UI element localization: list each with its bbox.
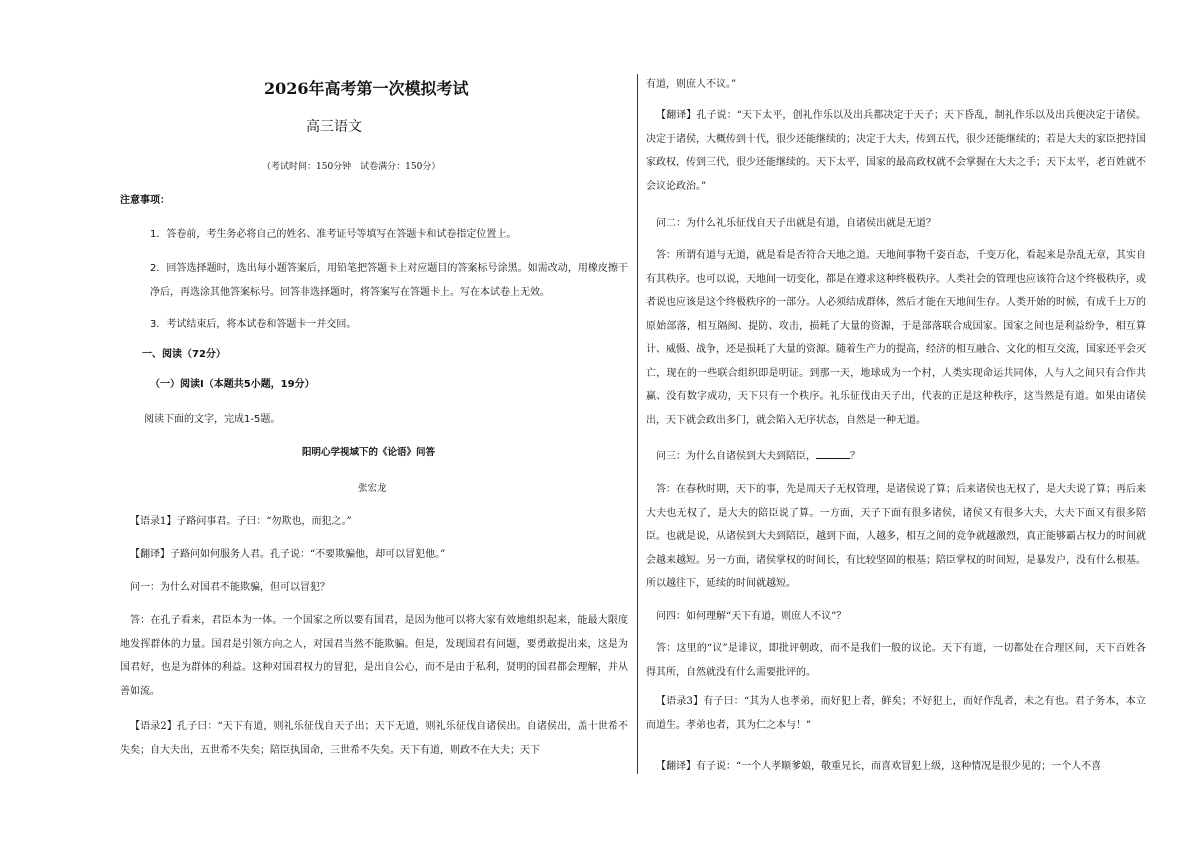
translation-2: 【翻译】孔子说：“天下太平，创礼作乐以及出兵都决定于天子；天下昏乱，制礼作乐以及出兵便决定于诸侯。决定于诸侯，大概传到十代，很少还能继续的；决定于大夫，传到五代，很少还能继续的；若是大夫的家臣把持国家政权，传到三代，很少还能继续的。天下太平，国家的最高政权就不会掌握在大夫之手；天下太平，老百姓就不会议论政治。” <box>646 110 1146 192</box>
answer-blank <box>816 449 850 459</box>
notice-item-2: 2．回答选择题时，选出每小题答案后，用铅笔把答题卡上对应题目的答案标号涂黑。如需改动，用橡皮擦干净后，再选涂其他答案标号。回答非选择题时，将答案写在答题卡上。写在本试卷上无效。 <box>150 263 628 298</box>
question-1: 问一：为什么对国君不能欺骗，但可以冒犯？ <box>130 582 330 593</box>
article-title: 阳明心学视域下的《论语》问答 <box>302 447 436 458</box>
exam-title: 2026年高考第一次模拟考试 <box>264 79 469 98</box>
translation-1: 【翻译】子路问如何服务人君。孔子说：“不要欺骗他，却可以冒犯他。” <box>130 549 446 560</box>
question-3-text: 问三：为什么自诸侯到大夫到陪臣， <box>656 451 816 462</box>
exam-subject: 高三语文 <box>306 119 362 135</box>
section-title: 一、阅读（72分） <box>142 349 226 360</box>
question-3 <box>656 449 860 464</box>
quote-1: 【语录1】子路问事君。子曰：“勿欺也，而犯之。” <box>130 516 352 527</box>
question-4: 问四：如何理解“天下有道，则庶人不议”？ <box>656 611 847 622</box>
quote-2-continued: 有道，则庶人不议。” <box>646 79 737 90</box>
quote-3: 【语录3】有子曰：“其为人也孝弟，而好犯上者，鲜矣；不好犯上，而好作乱者，未之有也。君子务本，本立而道生。孝弟也者，其为仁之本与！” <box>646 696 1146 731</box>
column-divider <box>637 74 638 774</box>
translation-3: 【翻译】有子说：“一个人孝顺爹娘，敬重兄长，而喜欢冒犯上级，这种情况是很少见的；一个人不喜 <box>656 761 1102 772</box>
answer-3: 答：在春秋时期，天下的事，先是周天子无权管理，是诸侯说了算；后来诸侯也无权了，是大夫说了算；再后来大夫也无权了，是大夫的陪臣说了算。一方面，天子下面有很多诸侯，诸侯又有很多大夫，大夫下面又有很多陪臣。也就是说，从诸侯到大夫到陪臣，越到下面，人越多，相互之间的竞争就越激烈，真正能够霸占权力的时间就会越来越短。另一方面，诸侯掌权的时间长，有比较坚固的根基；陪臣掌权的时间短，是暴发户，没有什么根基。所以越往下，延续的时间就越短。 <box>646 484 1146 589</box>
notice-item-3: 3．考试结束后，将本试卷和答题卡一并交回。 <box>150 319 357 330</box>
notice-heading: 注意事项： <box>120 195 170 206</box>
question-3-mark: ？ <box>850 451 860 462</box>
question-2: 问二：为什么礼乐征伐自天子出就是有道，自诸侯出就是无道？ <box>656 218 936 229</box>
answer-4: 答：这里的“议”是诽议，即批评朝政，而不是我们一般的议论。天下有道，一切都处在合理区间，天下百姓各得其所，自然就没有什么需要批评的。 <box>646 643 1146 678</box>
exam-time-info: （考试时间：150分钟 试卷满分：150分） <box>262 162 441 172</box>
answer-2: 答：所谓有道与无道，就是看是否符合天地之道。天地间事物千姿百态，千变万化，看起来是杂乱无章，其实自有其秩序。也可以说，天地间一切变化，都是在遵求这种终极秩序。人类社会的管理也应该符合这个终极秩序，或者说也应该是这个终极秩序的一部分。人必须结成群体，然后才能在天地间生存。人类开始的时候，有成千上万的原始部落，相互隔阂、提防、攻击，损耗了大量的资源，于是部落联合成国家。国家之间也是利益纷争，相互算计、威慑、战争，还是损耗了大量的资源。随着生产力的提高，经济的相互融合、文化的相互交流，国家还平会灭亡，现在的一些联合组织即是明证。到那一天，地球成为一个村，人类实现命运共同体，人与人之间只有合作共赢、没有数字成功，天下只有一个秩序。礼乐征伐由天子出，代表的正是这种秩序，这当然是有道。如果由诸侯出，天下就会政出多门，就会陷入无序状态，自然是一种无道。 <box>646 250 1146 426</box>
quote-2: 【语录2】孔子曰：“天下有道，则礼乐征伐自天子出；天下无道，则礼乐征伐自诸侯出。自诸侯出，盖十世希不失矣；自大夫出，五世希不失矣；陪臣执国命，三世希不失矣。天下有道，则政不在大夫；天下 <box>120 721 628 756</box>
article-author: 张宏龙 <box>358 483 387 494</box>
answer-1: 答：在孔子看来，君臣本为一体。一个国家之所以要有国君，是因为他可以将大家有效地组织起来，能最大限度地发挥群体的力量。国君是引领方向之人，对国君当然不能欺骗。但是，发现国君有问题，要勇敢提出来，这是为国君好，也是为群体的利益。这种对国君权力的冒犯，是出自公心，而不是由于私利，贤明的国君都会理解，并从善如流。 <box>120 615 628 697</box>
section-subtitle: （一）阅读Ⅰ（本题共5小题，19分） <box>150 379 315 390</box>
section-instruction: 阅读下面的文字，完成1-5题。 <box>144 414 281 425</box>
notice-item-1: 1．答卷前，考生务必将自己的姓名、准考证号等填写在答题卡和试卷指定位置上。 <box>150 229 517 240</box>
